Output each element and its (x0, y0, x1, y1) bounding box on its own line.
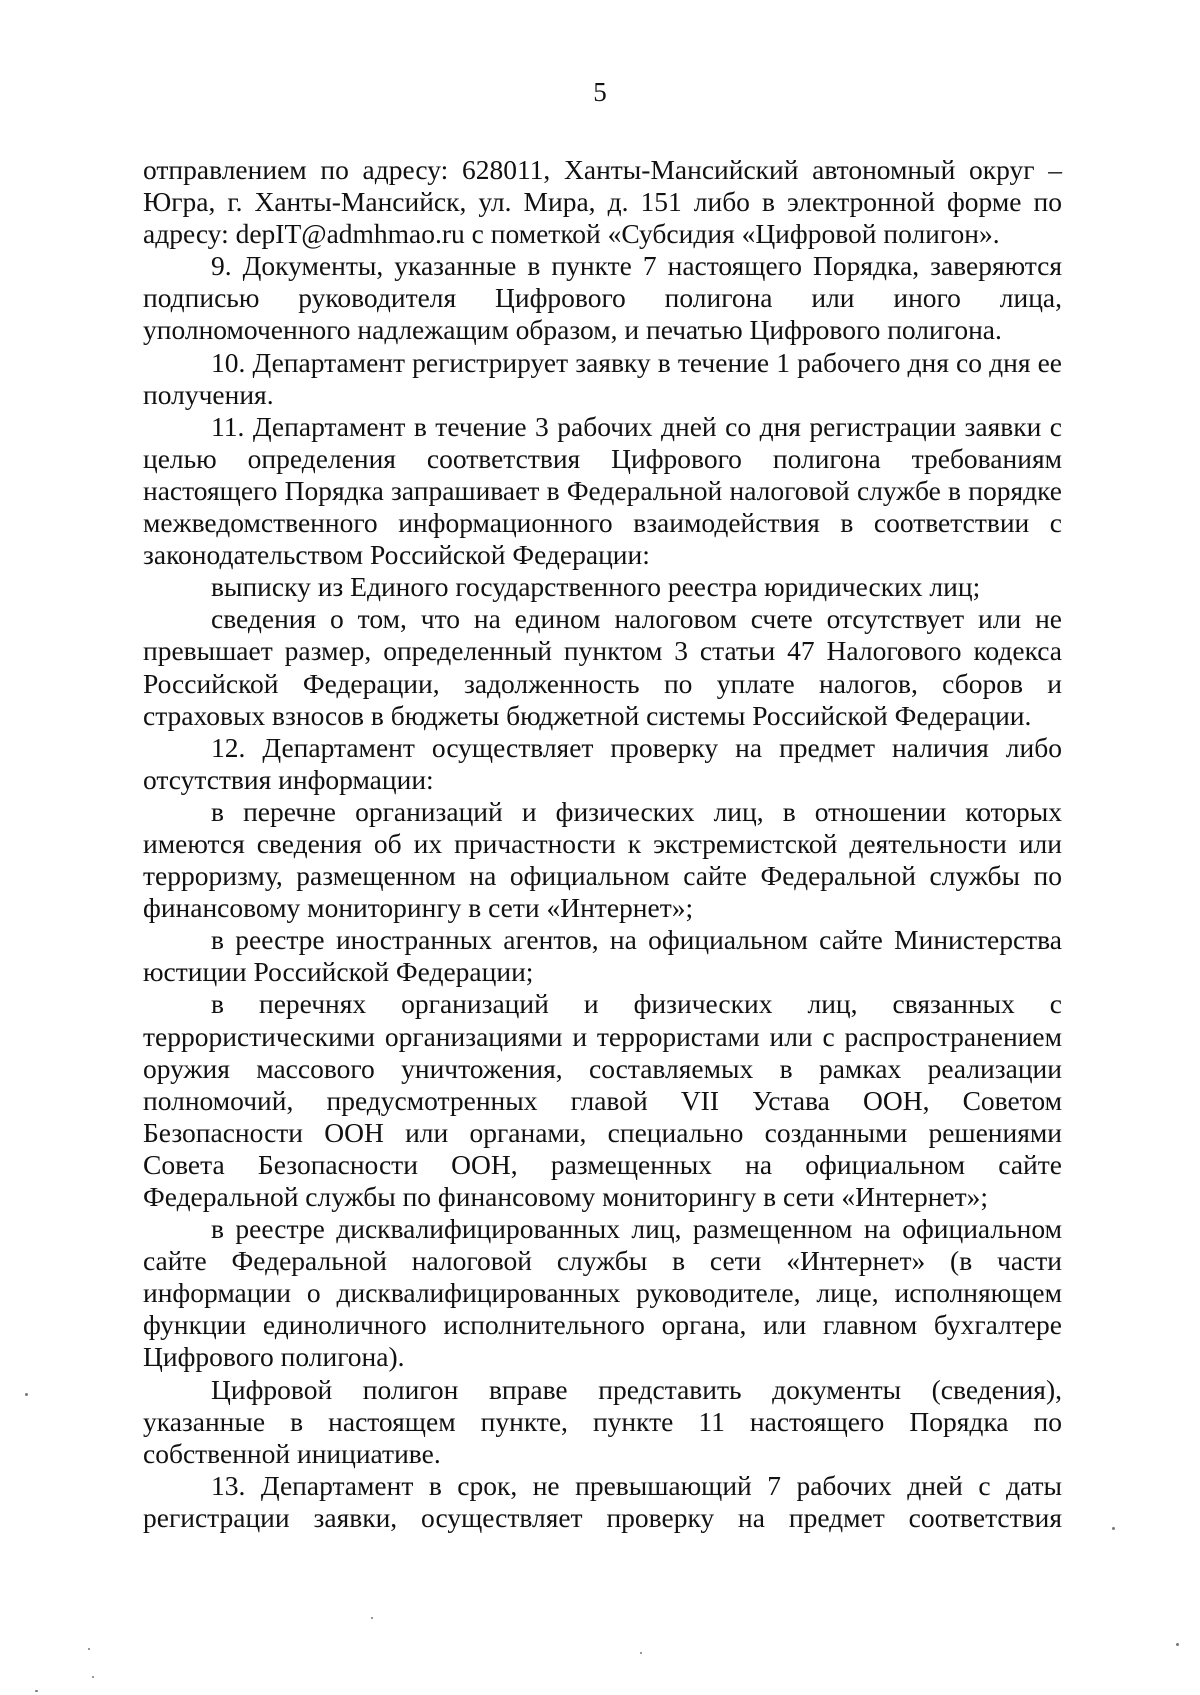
paragraph-11: 11. Департамент в течение 3 рабочих дней со дня регистрации заявки с целью определения соответствия Цифрового полигона требованиям настоящего Порядка запрашивает в Федеральной налоговой службе в порядке межведомственного информационного взаимодействия в соответствии с законодательством Российской Федерации: (143, 410, 1062, 571)
paragraph-12-item-2: в реестре иностранных агентов, на официальном сайте Министерства юстиции Российской Федерации; (143, 924, 1062, 988)
page-number: 5 (593, 77, 607, 107)
paragraph-11-item-1: выписку из Единого государственного реестра юридических лиц; (211, 571, 981, 603)
scan-speck (1176, 1643, 1179, 1646)
paragraph-11-item-2: сведения о том, что на едином налоговом счете отсутствует или не превышает размер, определенный пунктом 3 статьи 47 Налогового кодекса Российской Федерации, задолженность по уплате налогов, сборов и страховых взносов в бюджеты бюджетной системы Российской Федерации. (143, 603, 1062, 731)
paragraph-10: 10. Департамент регистрирует заявку в течение 1 рабочего дня со дня ее получения. (143, 346, 1062, 410)
scan-speck (371, 1617, 373, 1619)
scan-speck (25, 1393, 28, 1396)
paragraph-12-item-4: в реестре дисквалифицированных лиц, размещенном на официальном сайте Федеральной налоговой службы в сети «Интернет» (в части информации о дисквалифицированных руководителе, лице, исполняющем функции единоличного исполнительного органа, или главном бухгалтере Цифрового полигона). (143, 1213, 1062, 1373)
paragraph-13: 13. Департамент в срок, не превышающий 7 рабочих дней с даты регистрации заявки, осуществляет проверку на предмет соответствия (143, 1469, 1062, 1533)
scan-speck (640, 1652, 642, 1654)
paragraph-12: 12. Департамент осуществляет проверку на предмет наличия либо отсутствия информации: (143, 731, 1062, 795)
scan-speck (35, 1690, 38, 1692)
paragraph-12-item-1: в перечне организаций и физических лиц, в отношении которых имеются сведения об их причастности к экстремистской деятельности или терроризму, размещенном на официальном сайте Федеральной службы по финансовому мониторингу в сети «Интернет»; (143, 795, 1062, 924)
paragraph-12-note: Цифровой полигон вправе представить документы (сведения), указанные в настоящем пункте, пункте 11 настоящего Порядка по собственной инициативе. (143, 1373, 1062, 1469)
scan-speck (88, 1648, 90, 1650)
paragraph-9: 9. Документы, указанные в пункте 7 настоящего Порядка, заверяются подписью руководителя Цифрового полигона или иного лица, уполномоченного надлежащим образом, и печатью Цифрового полигона. (143, 250, 1062, 346)
scan-speck (1112, 1527, 1115, 1530)
paragraph-address: отправлением по адресу: 628011, Ханты-Мансийский автономный округ – Югра, г. Ханты-Мансийск, ул. Мира, д. 151 либо в электронной форме по адресу: depIT@admhmao.ru с пометкой «Субсидия «Цифровой полигон». (143, 154, 1062, 250)
paragraph-12-item-3: в перечнях организаций и физических лиц, связанных с террористическими организациями и террористами или с распространением оружия массового уничтожения, составляемых в рамках реализации полномочий, предусмотренных главой VII Устава ООН, Советом Безопасности ООН или органами, специально созданными решениями Совета Безопасности ООН, размещенных на официальном сайте Федеральной службы по финансовому мониторингу в сети «Интернет»; (143, 988, 1062, 1212)
scan-speck (92, 1676, 94, 1678)
document-body (143, 154, 1062, 1534)
